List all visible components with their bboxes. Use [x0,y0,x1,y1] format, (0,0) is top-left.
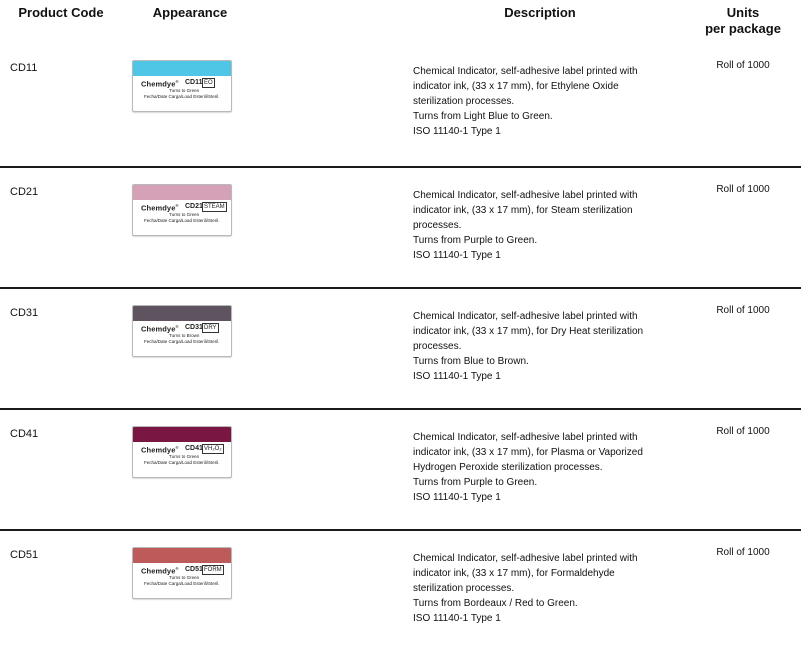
label-code: CD31 [185,324,203,331]
header-product-code: Product Code [18,5,104,20]
description-line: processes. [413,220,462,231]
description-line: indicator ink, (33 x 17 mm), for Plasma or Vaporized [413,447,643,458]
indicator-label-image [132,60,232,112]
label-color-band [133,427,231,442]
label-turns-text: Turns to Green [169,88,200,93]
units-per-package: Roll of 1000 [716,60,770,71]
description-line: processes. [413,341,462,352]
label-code: CD41 [185,445,203,452]
label-footer: Fecha/Date Carga/Load Esterili/Steril. [144,460,220,465]
description-line: indicator ink, (33 x 17 mm), for Ethylene Oxide [413,81,619,92]
description-line: sterilization processes. [413,96,515,107]
units-per-package: Roll of 1000 [716,426,770,437]
product-code: CD51 [10,549,39,561]
label-turns-text: Turns to Green [169,454,200,459]
label-color-band [133,61,231,76]
label-brand: Chemdye® [141,324,179,334]
product-description [413,309,663,384]
label-color-band [133,548,231,563]
label-turns-text: Turns to Green [169,212,200,217]
label-body [133,563,231,598]
label-turns-text: Turns to Green [169,575,200,580]
label-footer: Fecha/Date Carga/Load Esterili/Steril. [144,218,220,223]
label-body [133,76,231,111]
product-row [0,287,801,410]
description-line: Chemical Indicator, self-adhesive label printed with [413,311,638,322]
description-line: ISO 11140-1 Type 1 [413,250,501,261]
product-code: CD21 [10,186,39,198]
label-process: VH₂O₂ [204,446,222,452]
indicator-label-image [132,426,232,478]
label-code: CD51 [185,566,203,573]
label-color-band [133,306,231,321]
product-description [413,551,663,626]
description-line: ISO 11140-1 Type 1 [413,371,501,382]
header-units-line1: Units [726,5,760,20]
product-description [413,188,663,263]
description-line: indicator ink, (33 x 17 mm), for Steam sterilization [413,205,633,216]
label-process: EO [204,80,213,86]
label-code: CD21 [185,203,203,210]
description-line: ISO 11140-1 Type 1 [413,613,501,624]
description-line: Turns from Purple to Green. [413,235,538,246]
label-footer: Fecha/Date Carga/Load Esterili/Steril. [144,581,220,586]
header-units-line2: per package [705,21,781,36]
indicator-label-image [132,305,232,357]
product-code: CD41 [10,428,39,440]
description-line: Chemical Indicator, self-adhesive label printed with [413,66,638,77]
description-line: Turns from Light Blue to Green. [413,111,553,122]
label-body [133,442,231,477]
label-body [133,200,231,235]
header-units [690,5,796,37]
description-line: Turns from Bordeaux / Red to Green. [413,598,578,609]
product-code: CD31 [10,307,39,319]
product-row [0,529,801,652]
label-process: DRY [204,325,217,331]
label-code: CD11 [185,79,203,86]
description-line: Chemical Indicator, self-adhesive label printed with [413,190,638,201]
label-brand: Chemdye® [141,566,179,576]
units-per-package: Roll of 1000 [716,547,770,558]
product-description [413,64,663,139]
product-description [413,430,663,505]
label-footer: Fecha/Date Carga/Load Esterili/Steril. [144,339,220,344]
description-line: indicator ink, (33 x 17 mm), for Dry Heat sterilization [413,326,644,337]
description-line: Hydrogen Peroxide sterilization processes. [413,462,603,473]
description-line: Turns from Purple to Green. [413,477,538,488]
units-per-package: Roll of 1000 [716,184,770,195]
description-line: Chemical Indicator, self-adhesive label printed with [413,432,638,443]
label-brand: Chemdye® [141,445,179,455]
product-row [0,44,801,165]
label-footer: Fecha/Date Carga/Load Esterili/Steril. [144,94,220,99]
description-line: Chemical Indicator, self-adhesive label printed with [413,553,638,564]
description-line: ISO 11140-1 Type 1 [413,126,501,137]
description-line: sterilization processes. [413,583,515,594]
description-line: indicator ink, (33 x 17 mm), for Formaldehyde [413,568,615,579]
label-color-band [133,185,231,200]
product-row [0,166,801,289]
label-process: FORM [204,567,222,573]
description-line: ISO 11140-1 Type 1 [413,492,501,503]
header-description: Description [504,5,576,20]
indicator-label-image [132,547,232,599]
label-turns-text: Turns to Brown [169,333,200,338]
indicator-label-image [132,184,232,236]
label-process: STEAM [204,204,225,210]
product-row [0,408,801,531]
label-body [133,321,231,356]
units-per-package: Roll of 1000 [716,305,770,316]
product-code: CD11 [10,62,38,74]
label-brand: Chemdye® [141,79,179,89]
label-brand: Chemdye® [141,203,179,213]
description-line: Turns from Blue to Brown. [413,356,529,367]
header-appearance: Appearance [152,5,228,20]
